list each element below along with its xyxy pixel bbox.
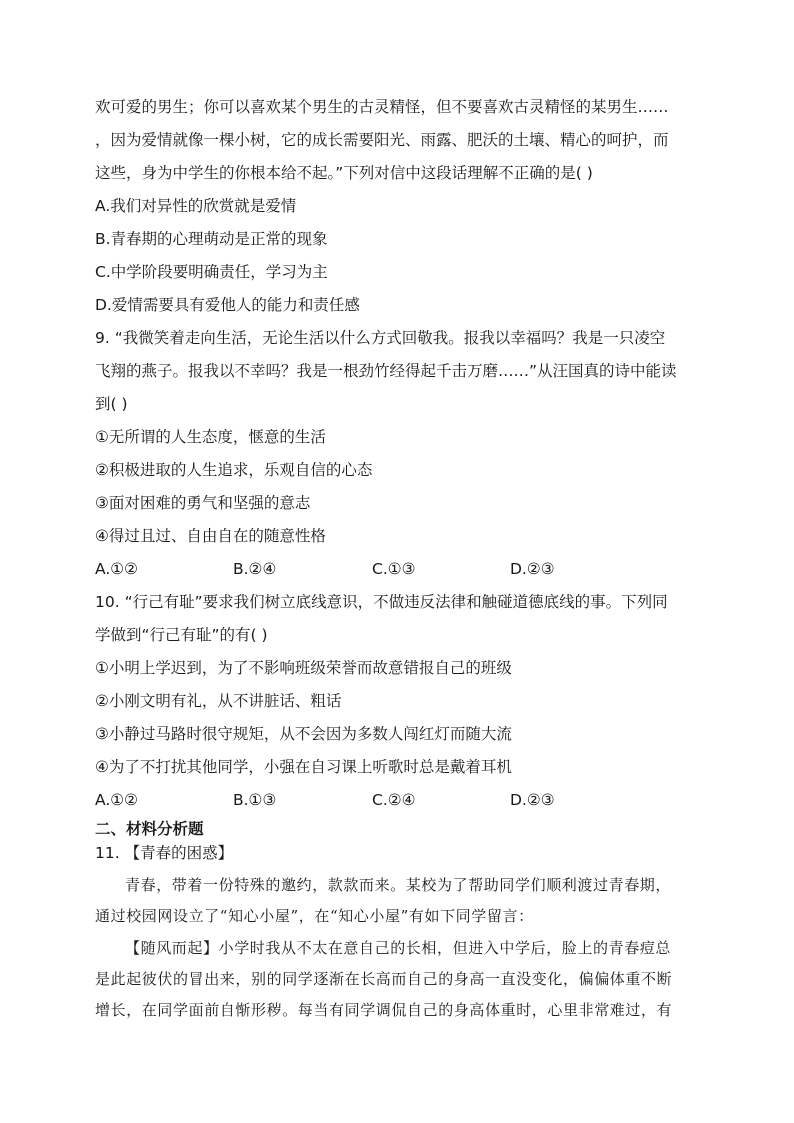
q8-option-d: D.爱情需要具有爱他人的能力和责任感	[95, 296, 360, 314]
q11-para1-line: 青春，带着一份特殊的邀约，款款而来。某校为了帮助同学们顺利渡过青春期，	[125, 876, 672, 894]
q8-text-line: 这些，身为中学生的你根本给不起。”下列对信中这段话理解不正确的是( )	[95, 164, 593, 182]
q9-choices	[95, 558, 705, 580]
q10-item-4: ④为了不打扰其他同学，小强在自习课上听歌时总是戴着耳机	[95, 758, 512, 776]
q8-option-a: A.我们对异性的欣赏就是爱情	[95, 197, 297, 215]
q8-option-c: C.中学阶段要明确责任，学习为主	[95, 263, 328, 281]
q10-item-1: ①小明上学迟到，为了不影响班级荣誉而故意错报自己的班级	[95, 659, 512, 677]
q9-item-3: ③面对困难的勇气和坚强的意志	[95, 494, 311, 512]
q9-choice-a: A.①②	[95, 560, 139, 578]
q9-item-2: ②积极进取的人生追求，乐观自信的心态	[95, 461, 373, 479]
q9-stem-line: 飞翔的燕子。报我以不幸吗？我是一根劲竹经得起千击万磨……”从汪国真的诗中能读	[95, 362, 677, 380]
q11-para2-line: 【随风而起】小学时我从不太在意自己的长相，但进入中学后，脸上的青春痘总	[125, 939, 672, 957]
q9-choice-b: B.②④	[233, 560, 277, 578]
q11-para2-line: 是此起彼伏的冒出来，别的同学逐渐在长高而自己的身高一直没变化，偏偏体重不断	[95, 970, 673, 988]
q10-choice-b: B.①③	[233, 791, 277, 809]
section-title: 二、材料分析题	[95, 820, 204, 838]
q10-choice-d: D.②③	[510, 791, 555, 809]
q10-choices	[95, 789, 705, 811]
q10-item-2: ②小刚文明有礼，从不讲脏话、粗话	[95, 692, 342, 710]
q9-item-1: ①无所谓的人生态度，惬意的生活	[95, 428, 326, 446]
q10-stem-line: 10. “行己有耻”要求我们树立底线意识，不做违反法律和触碰道德底线的事。下列同	[95, 593, 668, 611]
q9-stem-line: 到( )	[95, 395, 128, 413]
q10-choice-c: C.②④	[372, 791, 416, 809]
q9-choice-d: D.②③	[510, 560, 555, 578]
q9-choice-c: C.①③	[372, 560, 416, 578]
q11-para1-line: 通过校园网设立了“知心小屋”，在“知心小屋”有如下同学留言：	[95, 907, 534, 925]
q10-stem-line: 学做到“行己有耻”的有( )	[95, 626, 268, 644]
q11-para2-line: 增长，在同学面前自惭形秽。每当有同学调侃自己的身高体重时，心里非常难过，有	[95, 1001, 673, 1019]
q9-stem-line: 9. “我微笑着走向生活，无论生活以什么方式回敬我。报我以幸福吗？我是一只凌空	[95, 329, 666, 347]
q8-option-b: B.青春期的心理萌动是正常的现象	[95, 230, 328, 248]
q10-choice-a: A.①②	[95, 791, 139, 809]
q8-text-line: ，因为爱情就像一棵小树，它的成长需要阳光、雨露、肥沃的土壤、精心的呵护，而	[95, 131, 669, 149]
q8-text-line: 欢可爱的男生；你可以喜欢某个男生的古灵精怪，但不要喜欢古灵精怪的某男生……	[95, 98, 669, 116]
q10-item-3: ③小静过马路时很守规矩，从不会因为多数人闯红灯而随大流	[95, 725, 512, 743]
q11-label: 11. 【青春的困惑】	[95, 844, 234, 862]
q9-item-4: ④得过且过、自由自在的随意性格	[95, 527, 326, 545]
